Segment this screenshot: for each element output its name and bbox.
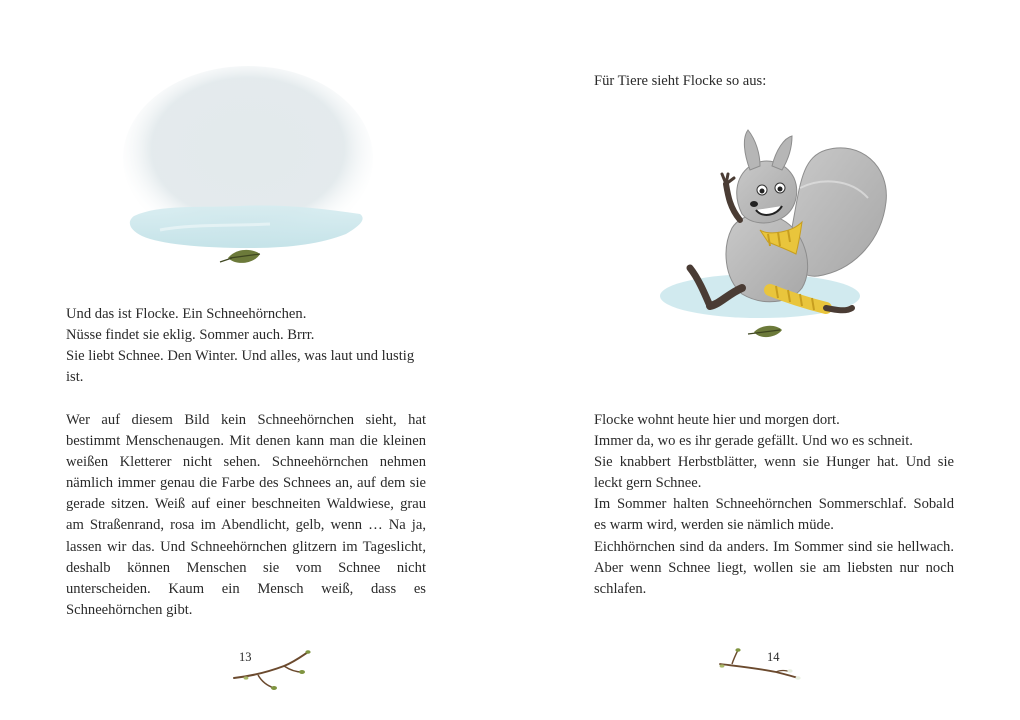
branch-ornament-right	[716, 646, 806, 686]
lifestyle-paragraph: Flocke wohnt heute hier und morgen dort. Immer da, wo es ihr gerade gefällt. Und wo es schneit. Sie knabbert Herbstblätter, wenn sie Hunger hat. Und sie leckt gern Schnee. Im Sommer halten Schneehörnchen Sommerschlaf. Sobald es warm wird, werden sie nämlich müde. Eichhörnchen sind da anders. Im Sommer sind sie hellwach. Aber wenn Schnee liegt, wollen sie am liebsten nur noch schlafen.	[594, 412, 954, 597]
snow-cloud-illustration	[120, 58, 380, 278]
right-page	[510, 0, 1020, 720]
page-number-right: 14	[767, 650, 780, 664]
leaf-icon	[748, 326, 782, 337]
leaf-icon	[220, 250, 260, 263]
caption: Für Tiere sieht Flocke so aus:	[594, 73, 767, 89]
intro-paragraph: Und das ist Flocke. Ein Schneehörnchen. Nüsse findet sie eklig. Sommer auch. Brrr. Sie liebt Schnee. Den Winter. Und alles, was laut und lustig ist.	[66, 306, 415, 386]
page-number-left: 13	[239, 650, 252, 664]
explanation-paragraph: Wer auf diesem Bild kein Schneehörnchen sieht, hat bestimmt Menschenaugen. Mit denen kann man die kleinen weißen Kletterer nicht sehen. Schneehörnchen nehmen nämlich immer genau die Farbe des Schnees an, auf dem sie gerade sitzen. Weiß auf einer beschneiten Waldwiese, grau am Straßenrand, rosa im Abendlicht, gelb, wenn … Na ja, lassen wir das. Und Schneehörnchen glitzern im Tageslicht, deshalb können Menschen sie vom Schnee nicht unterscheiden. Kaum ein Mensch weiß, dass es Schneehörnchen gibt.	[66, 412, 426, 618]
branch-ornament-left	[228, 646, 318, 696]
squirrel-illustration	[650, 118, 910, 348]
